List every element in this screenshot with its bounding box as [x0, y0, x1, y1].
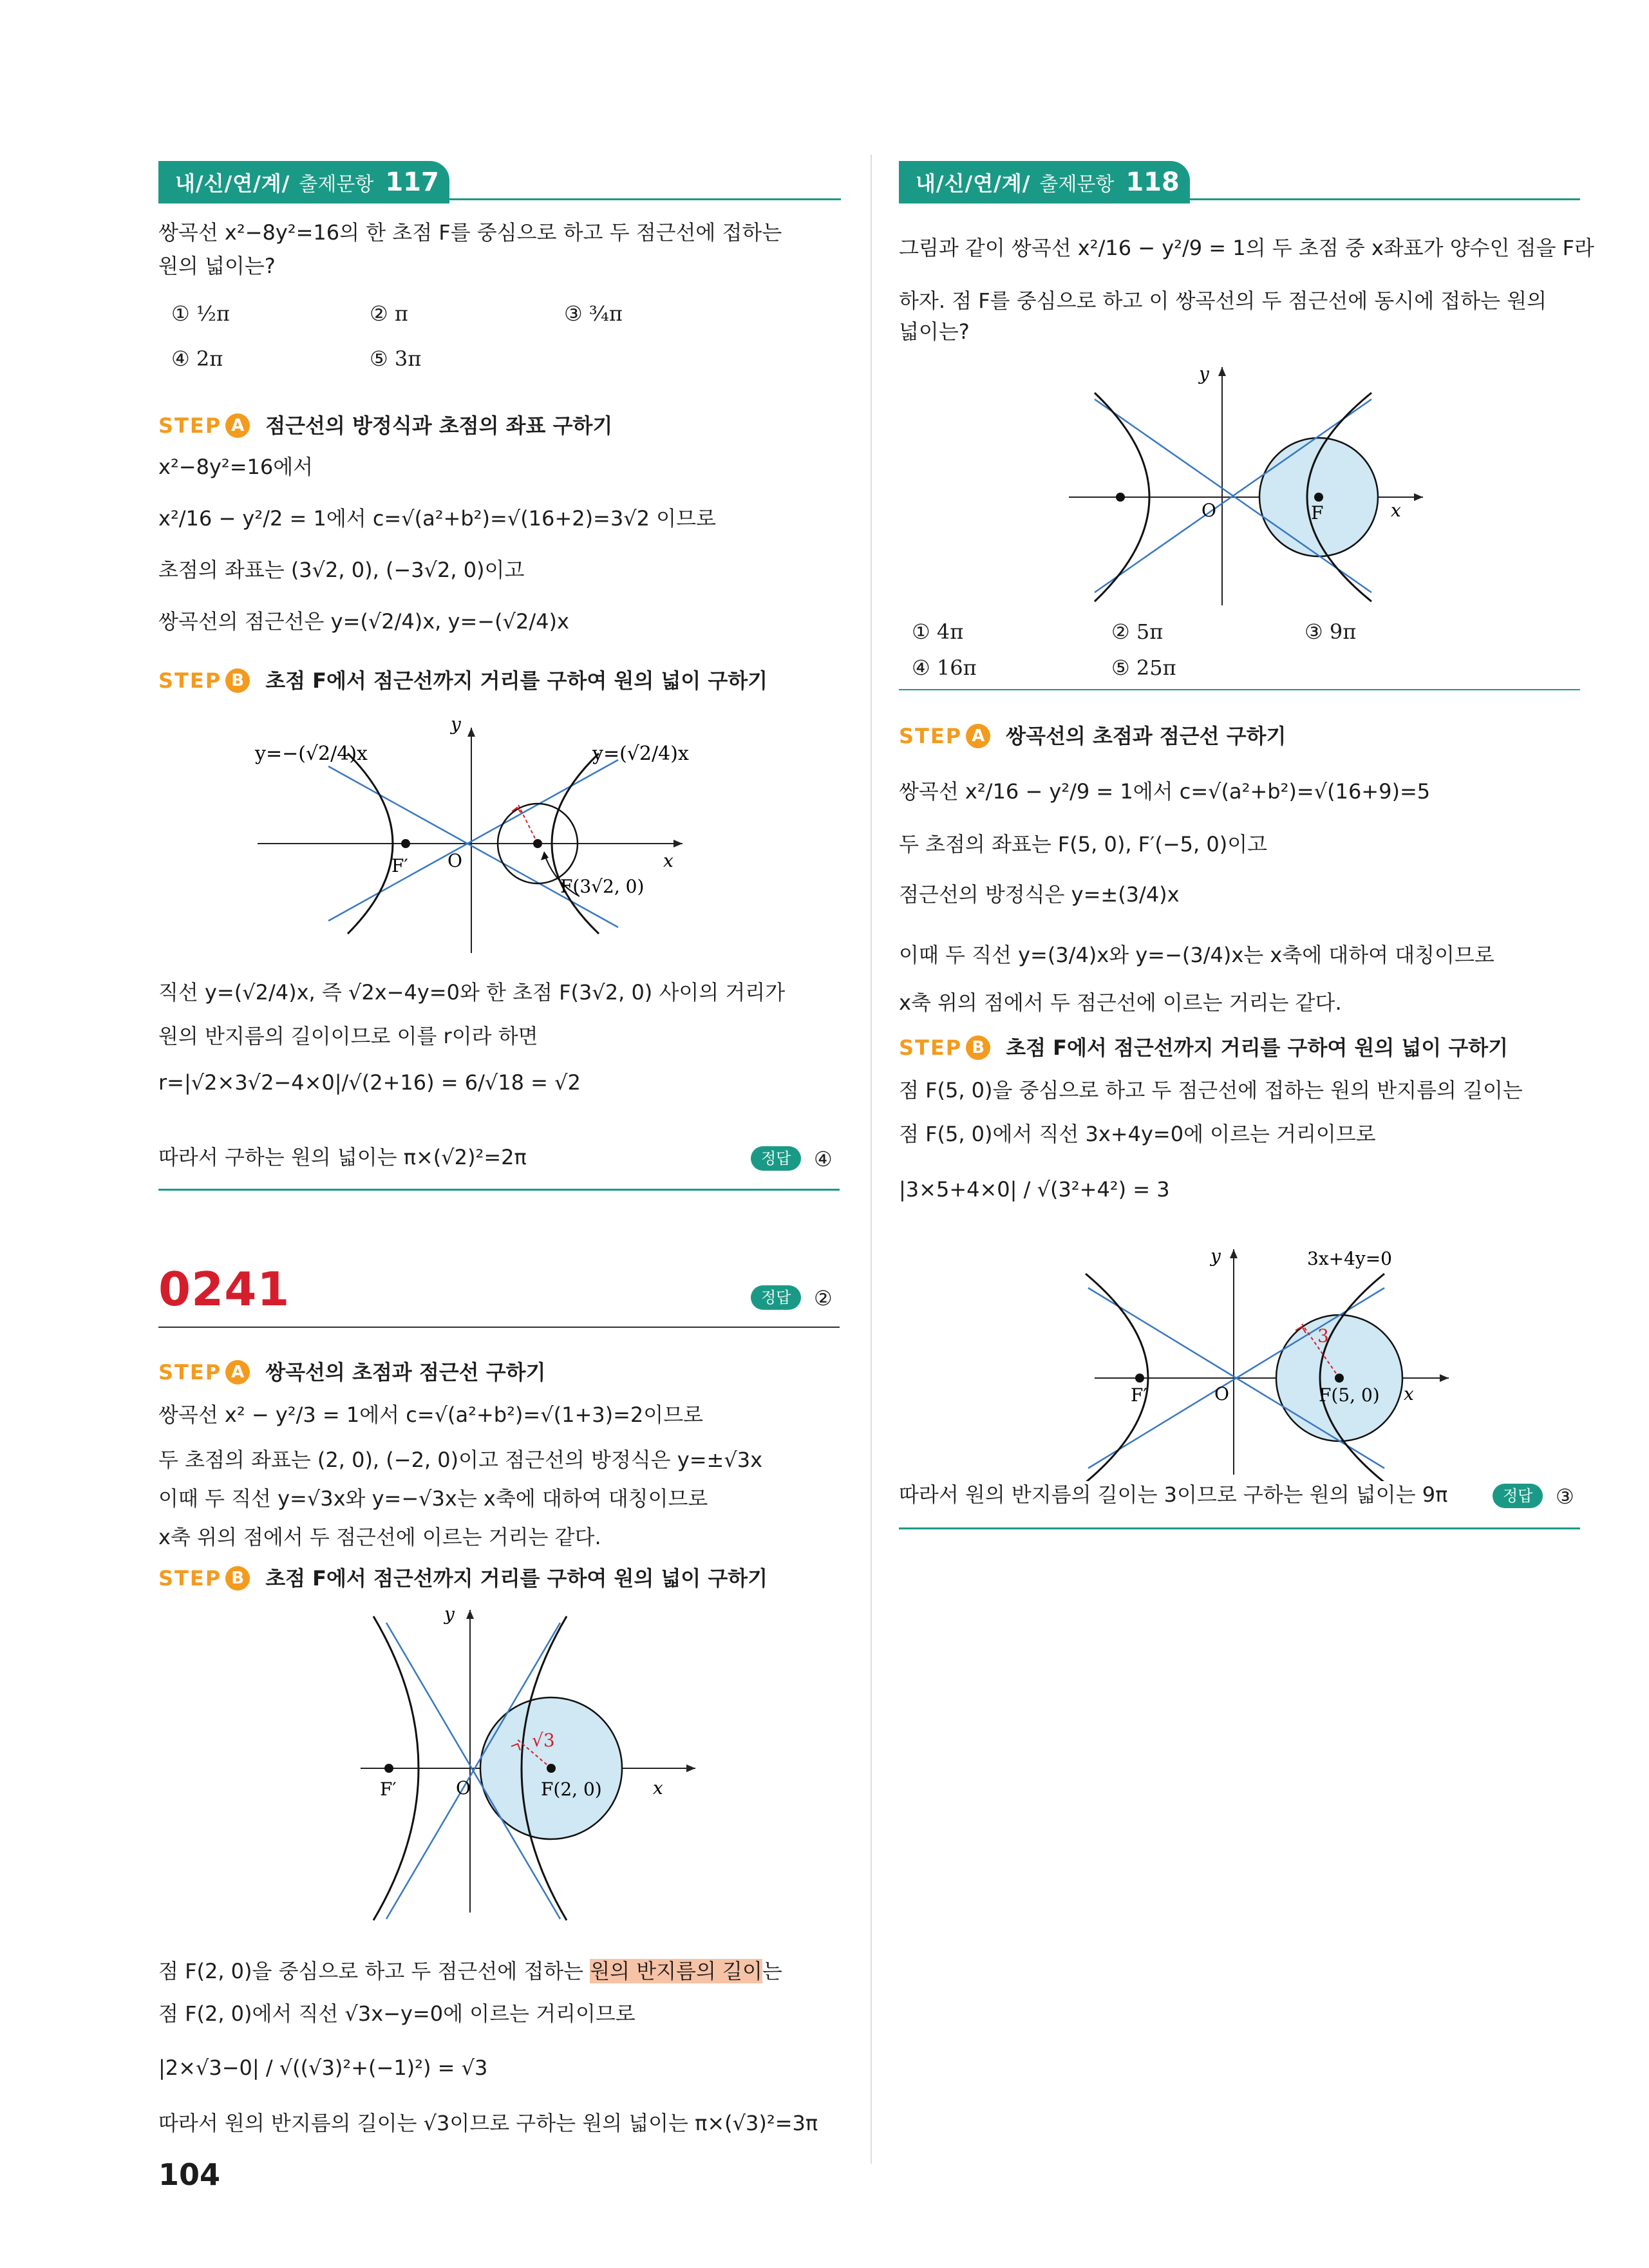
solution-line: 쌍곡선의 점근선은 y=(√2/4)x, y=−(√2/4)x	[158, 609, 569, 634]
focus-label: F(3√2, 0)	[560, 876, 645, 897]
solution-line: 원의 반지름의 길이이므로 이를 r이라 하면	[158, 1024, 538, 1048]
solution-line: 점 F(5, 0)을 중심으로 하고 두 점근선에 접하는 원의 반지름의 길이는	[899, 1078, 1523, 1102]
choice: ② 5π	[1111, 619, 1164, 644]
origin-label: O	[1201, 500, 1216, 521]
question-line: 넓이는?	[899, 319, 970, 344]
solution-line: 두 초점의 좌표는 F(5, 0), F′(−5, 0)이고	[899, 832, 1268, 856]
solution-line: 점 F(5, 0)에서 직선 3x+4y=0에 이르는 거리이므로	[899, 1122, 1376, 1146]
header-label: 출제문항	[1039, 173, 1115, 196]
solution-line: 점 F(2, 0)에서 직선 √3x−y=0에 이르는 거리이므로	[158, 2001, 636, 2026]
step-letter: A	[225, 1360, 250, 1384]
y-axis-label: y	[444, 1603, 455, 1625]
header-number: 117	[385, 167, 439, 197]
y-axis-label: y	[1199, 363, 1209, 384]
step-b-heading: STEP B 초점 F에서 점근선까지 거리를 구하여 원의 넓이 구하기	[899, 1035, 1509, 1060]
focus-label: F′	[380, 1779, 397, 1800]
solution-line: x축 위의 점에서 두 점근선에 이르는 거리는 같다.	[158, 1525, 601, 1549]
origin-label: O	[448, 850, 462, 871]
solution-line: x²−8y²=16에서	[158, 455, 314, 479]
hyperbola-diagram-117	[219, 708, 708, 966]
answer-value: ②	[814, 1286, 833, 1310]
solution-line: |2×√3−0| / √((√3)²+(−1)²) = √3	[158, 2055, 488, 2080]
section-divider	[899, 1527, 1580, 1529]
section-divider	[158, 1189, 840, 1191]
solution-line: 쌍곡선 x²/16 − y²/9 = 1에서 c=√(a²+b²)=√(16+9)=5	[899, 779, 1431, 804]
solution-line: 직선 y=(√2/4)x, 즉 √2x−4y=0와 한 초점 F(3√2, 0) 사이의 거리가	[158, 980, 786, 1005]
choice: ③ 9π	[1305, 619, 1357, 644]
x-axis-label: x	[1404, 1383, 1414, 1404]
solution-line: 따라서 원의 반지름의 길이는 3이므로 구하는 원의 넓이는 9π	[899, 1482, 1448, 1507]
question-line: 하자. 점 F를 중심으로 하고 이 쌍곡선의 두 점근선에 동시에 접하는 원의	[899, 288, 1547, 313]
question-line: 그림과 같이 쌍곡선 x²/16 − y²/9 = 1의 두 초점 중 x좌표가 양수인 점을 F라	[899, 236, 1594, 260]
step-letter: B	[225, 668, 250, 693]
problem-number-0241: 0241	[158, 1262, 290, 1316]
solution-line: 점근선의 방정식은 y=±(3/4)x	[899, 882, 1180, 907]
origin-label: O	[456, 1777, 471, 1799]
step-b-heading: STEP B 초점 F에서 점근선까지 거리를 구하여 원의 넓이 구하기	[158, 668, 768, 693]
choice: ④ 2π	[171, 346, 223, 371]
problem-rule	[158, 1327, 840, 1328]
header-rule	[1190, 198, 1580, 200]
solution-line: 이때 두 직선 y=√3x와 y=−√3x는 x축에 대하여 대칭이므로	[158, 1486, 708, 1511]
focus-label: F′	[1131, 1384, 1147, 1406]
focus-label: F(5, 0)	[1319, 1384, 1380, 1406]
header-series: 내/신/연/계/	[175, 171, 290, 196]
answer-badge: 정답	[1493, 1484, 1543, 1508]
choice: ① ½π	[171, 301, 230, 326]
step-letter: A	[966, 724, 990, 748]
answer-value: ④	[814, 1147, 833, 1171]
step-a-heading: STEP A 쌍곡선의 초점과 점근선 구하기	[158, 1360, 546, 1384]
answer-badge: 정답	[751, 1285, 801, 1310]
solution-line: r=|√2×3√2−4×0|/√(2+16) = 6/√18 = √2	[158, 1070, 581, 1095]
solution-line: |3×5+4×0| / √(3²+4²) = 3	[899, 1177, 1170, 1202]
solution-line: x축 위의 점에서 두 점근선에 이르는 거리는 같다.	[899, 990, 1342, 1015]
solution-line: 점 F(2, 0)을 중심으로 하고 두 점근선에 접하는 원의 반지름의 길이는	[158, 1959, 782, 1983]
column-divider	[871, 155, 872, 2164]
focus-label: F	[1311, 502, 1324, 524]
step-b-heading: STEP B 초점 F에서 점근선까지 거리를 구하여 원의 넓이 구하기	[158, 1566, 768, 1591]
radius-label: 3	[1317, 1325, 1329, 1347]
question-line: 쌍곡선 x²−8y²=16의 한 초점 F를 중심으로 하고 두 점근선에 접하는	[158, 220, 782, 245]
highlighted-text: 원의 반지름의 길이	[590, 1959, 762, 1983]
hyperbola-diagram-118	[1056, 354, 1429, 612]
asymptote-label: y=−(√2/4)x	[255, 742, 368, 765]
hyperbola-diagram-0241	[348, 1603, 708, 1925]
page-number: 104	[158, 2157, 221, 2192]
answer-badge: 정답	[751, 1146, 801, 1171]
focus-label: F(2, 0)	[541, 1779, 602, 1800]
origin-label: O	[1214, 1383, 1229, 1404]
line-label: 3x+4y=0	[1307, 1248, 1392, 1269]
step-a-heading: STEP A 쌍곡선의 초점과 점근선 구하기	[899, 724, 1286, 748]
solution-line: x²/16 − y²/2 = 1에서 c=√(a²+b²)=√(16+2)=3√2 이므로	[158, 506, 716, 531]
choice: ⑤ 25π	[1111, 656, 1176, 680]
header-rule	[449, 198, 841, 200]
answer-value: ③	[1556, 1484, 1574, 1509]
solution-line: 초점의 좌표는 (3√2, 0), (−3√2, 0)이고	[158, 558, 525, 582]
choice: ⑤ 3π	[370, 346, 422, 371]
choice: ① 4π	[912, 619, 964, 644]
x-axis-label: x	[663, 850, 674, 871]
choice: ④ 16π	[912, 656, 977, 680]
solution-line: 따라서 구하는 원의 넓이는 π×(√2)²=2π	[158, 1145, 527, 1169]
hyperbola-diagram-118-solution	[1082, 1236, 1468, 1481]
step-letter: B	[225, 1566, 250, 1591]
asymptote-label: y=(√2/4)x	[592, 742, 689, 765]
x-axis-label: x	[1391, 500, 1401, 521]
question-line: 원의 넓이는?	[158, 254, 276, 278]
problem-header-118	[899, 161, 1190, 203]
header-number: 118	[1126, 167, 1180, 197]
step-letter: B	[966, 1035, 990, 1060]
choice: ③ ¾π	[564, 301, 623, 326]
step-a-heading: STEP A 점근선의 방정식과 초점의 좌표 구하기	[158, 413, 613, 438]
focus-label: F′	[391, 855, 408, 876]
solution-line: 따라서 원의 반지름의 길이는 √3이므로 구하는 원의 넓이는 π×(√3)²=3π	[158, 2111, 818, 2135]
solution-line: 쌍곡선 x² − y²/3 = 1에서 c=√(a²+b²)=√(1+3)=2이므로	[158, 1403, 704, 1427]
solution-line: 두 초점의 좌표는 (2, 0), (−2, 0)이고 점근선의 방정식은 y=±√3x	[158, 1448, 763, 1472]
section-divider	[899, 689, 1580, 690]
y-axis-label: y	[1211, 1245, 1221, 1267]
header-series: 내/신/연/계/	[916, 171, 1031, 196]
header-label: 출제문항	[299, 173, 374, 196]
choice: ② π	[370, 301, 408, 326]
step-letter: A	[225, 413, 250, 438]
radius-label: √3	[532, 1730, 555, 1751]
y-axis-label: y	[451, 713, 461, 735]
problem-header-117	[158, 161, 449, 203]
x-axis-label: x	[653, 1777, 663, 1799]
solution-line: 이때 두 직선 y=(3/4)x와 y=−(3/4)x는 x축에 대하여 대칭이므로	[899, 943, 1494, 967]
